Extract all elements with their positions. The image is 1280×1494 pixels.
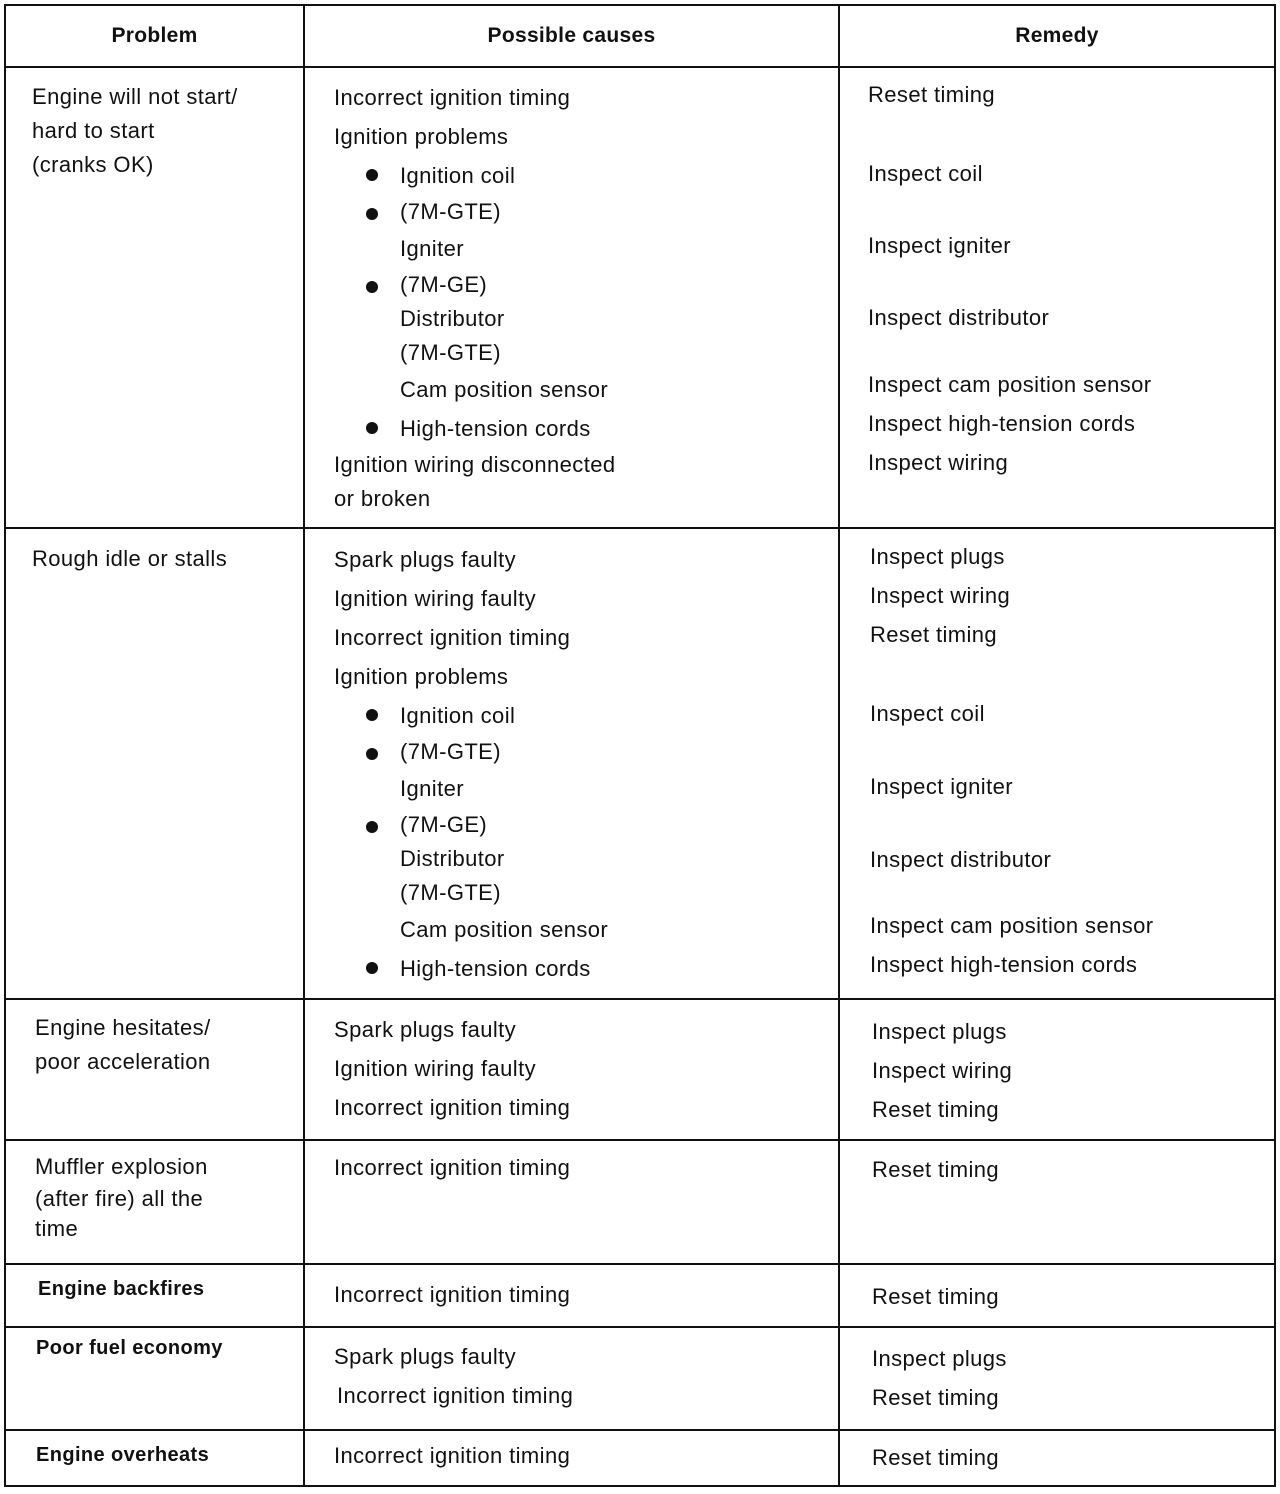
- cause-item: Igniter: [400, 776, 464, 801]
- row-divider-2: [6, 998, 1274, 1000]
- cause-item: Distributor: [400, 306, 505, 331]
- row-2-causes: [334, 540, 834, 988]
- row-5-problem: [38, 1272, 204, 1306]
- cause-item: Incorrect ignition timing: [334, 1282, 571, 1307]
- remedy-item: Inspect coil: [870, 701, 985, 726]
- remedy-item: Inspect wiring: [872, 1058, 1013, 1083]
- remedy-item: Reset timing: [868, 82, 996, 107]
- cause-item: Incorrect ignition timing: [334, 1443, 571, 1468]
- row-3-causes: [334, 1010, 834, 1127]
- row-3-remedies: [872, 1012, 1272, 1129]
- bullet-icon: [366, 422, 378, 434]
- cause-item: Distributor: [400, 846, 505, 871]
- remedy-item: Reset timing: [872, 1385, 1000, 1410]
- row-5-remedies: [872, 1277, 1272, 1316]
- cause-item: (7M-GE): [400, 812, 488, 837]
- row-3-problem: [35, 1011, 211, 1079]
- cause-item: (7M-GTE): [400, 340, 501, 365]
- remedy-item: Reset timing: [872, 1157, 1000, 1182]
- bullet-icon: [366, 709, 378, 721]
- problem-line: time: [35, 1216, 79, 1241]
- bullet-icon: [366, 821, 378, 833]
- cause-item: High-tension cords: [400, 956, 591, 981]
- row-7-remedies: [872, 1438, 1272, 1477]
- remedy-item: Inspect igniter: [868, 233, 1011, 258]
- row-1-remedies: [868, 78, 1268, 518]
- cause-item: Cam position sensor: [400, 377, 609, 402]
- row-divider-5: [6, 1326, 1274, 1328]
- remedy-item: Inspect high-tension cords: [870, 952, 1138, 977]
- remedy-item: Inspect plugs: [872, 1019, 1007, 1044]
- cause-item: Ignition wiring faulty: [334, 1056, 537, 1081]
- bullet-icon: [366, 748, 378, 760]
- row-6-problem: [36, 1331, 223, 1365]
- bullet-icon: [366, 281, 378, 293]
- cause-item: Incorrect ignition timing: [334, 85, 571, 110]
- remedy-item: Reset timing: [870, 622, 998, 647]
- cause-item: Spark plugs faulty: [334, 1344, 517, 1369]
- header-problem: Problem: [111, 24, 198, 47]
- problem-line: (cranks OK): [32, 152, 154, 177]
- bullet-icon: [366, 208, 378, 220]
- cause-item: (7M-GE): [400, 272, 488, 297]
- problem-line: Engine backfires: [38, 1278, 205, 1300]
- cause-item: Incorrect ignition timing: [334, 625, 571, 650]
- row-5-causes: [334, 1275, 834, 1314]
- remedy-item: Inspect igniter: [870, 774, 1013, 799]
- bullet-icon: [366, 962, 378, 974]
- cause-item: (7M-GTE): [400, 739, 501, 764]
- cause-item: Ignition coil: [400, 703, 516, 728]
- row-6-causes: [334, 1337, 834, 1415]
- cause-item: (7M-GTE): [400, 880, 501, 905]
- row-4-remedies: [872, 1150, 1272, 1189]
- cause-item: High-tension cords: [400, 416, 591, 441]
- remedy-item: Reset timing: [872, 1284, 1000, 1309]
- row-divider-1: [6, 527, 1274, 529]
- remedy-item: Inspect high-tension cords: [868, 411, 1136, 436]
- cause-item: Spark plugs faulty: [334, 547, 517, 572]
- cause-item: Spark plugs faulty: [334, 1017, 517, 1042]
- remedy-item: Inspect distributor: [868, 305, 1050, 330]
- cause-item: (7M-GTE): [400, 199, 501, 224]
- cause-item: Ignition coil: [400, 163, 516, 188]
- cause-item: Cam position sensor: [400, 917, 609, 942]
- row-1-causes: [334, 78, 834, 516]
- cause-item: Incorrect ignition timing: [334, 1095, 571, 1120]
- problem-line: hard to start: [32, 118, 155, 143]
- problem-line: Engine will not start/: [32, 84, 238, 109]
- cause-item: Ignition wiring disconnected: [334, 452, 616, 477]
- row-divider-3: [6, 1139, 1274, 1141]
- row-7-causes: [334, 1436, 834, 1475]
- cause-item: Ignition wiring faulty: [334, 586, 537, 611]
- remedy-item: Inspect wiring: [870, 583, 1011, 608]
- remedy-item: Inspect cam position sensor: [870, 913, 1154, 938]
- problem-line: Muffler explosion: [35, 1154, 208, 1179]
- problem-line: Engine hesitates/: [35, 1015, 211, 1040]
- row-4-problem: [35, 1151, 208, 1243]
- remedy-item: Inspect cam position sensor: [868, 372, 1152, 397]
- remedy-item: Inspect coil: [868, 161, 983, 186]
- remedy-item: Reset timing: [872, 1097, 1000, 1122]
- problem-line: Engine overheats: [36, 1444, 210, 1466]
- remedy-item: Inspect plugs: [870, 544, 1005, 569]
- troubleshooting-table: [4, 4, 1276, 1487]
- problem-line: Rough idle or stalls: [32, 546, 228, 571]
- row-2-remedies: [870, 540, 1270, 990]
- problem-line: poor acceleration: [35, 1049, 211, 1074]
- row-2-problem: [32, 542, 227, 576]
- cause-item: Incorrect ignition timing: [334, 1155, 571, 1180]
- problem-line: Poor fuel economy: [36, 1337, 223, 1359]
- cause-item: Ignition problems: [334, 664, 509, 689]
- row-4-causes: [334, 1148, 834, 1187]
- cause-item: or broken: [334, 486, 431, 511]
- row-divider-6: [6, 1429, 1274, 1431]
- row-6-remedies: [872, 1339, 1272, 1417]
- header-divider: [6, 66, 1274, 68]
- remedy-item: Inspect wiring: [868, 450, 1009, 475]
- remedy-item: Inspect plugs: [872, 1346, 1007, 1371]
- cause-item: Incorrect ignition timing: [337, 1383, 574, 1408]
- row-1-problem: [32, 80, 238, 182]
- header-remedy: Remedy: [1015, 24, 1099, 47]
- bullet-icon: [366, 169, 378, 181]
- remedy-item: Inspect distributor: [870, 847, 1052, 872]
- problem-line: (after fire) all the: [35, 1186, 204, 1211]
- row-7-problem: [36, 1438, 209, 1472]
- remedy-item: Reset timing: [872, 1445, 1000, 1470]
- cause-item: Ignition problems: [334, 124, 509, 149]
- header-possible-causes: Possible causes: [487, 24, 656, 47]
- cause-item: Igniter: [400, 236, 464, 261]
- row-divider-4: [6, 1263, 1274, 1265]
